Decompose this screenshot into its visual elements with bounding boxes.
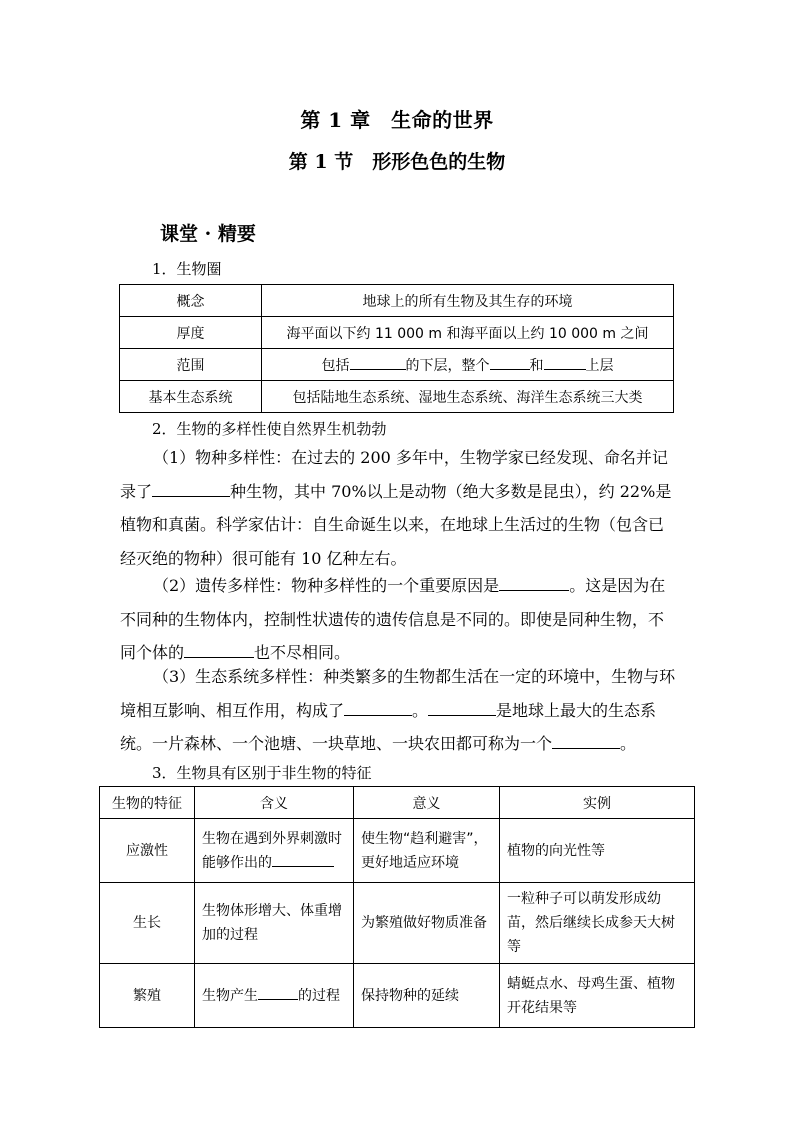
table-row bbox=[100, 819, 695, 883]
column-header: 实例 bbox=[500, 787, 695, 819]
feature-cell: 繁殖 bbox=[100, 964, 195, 1028]
item1-heading: 1．生物圈 bbox=[152, 260, 222, 278]
example-cell: 蜻蜓点水、母鸡生蛋、植物开花结果等 bbox=[500, 964, 695, 1028]
meaning-cell bbox=[195, 964, 354, 1028]
fill-blank[interactable] bbox=[344, 701, 412, 716]
text-part: 也不尽相同。 bbox=[254, 643, 351, 662]
paragraph-ecosystem-diversity bbox=[120, 660, 676, 761]
subsection-title: 课堂 · 精要 bbox=[160, 223, 256, 245]
text-part: 。这是因为在不同种的生物体内，控制性状遗传的遗传信息是不同的。即使是同种生物，不同个体的 bbox=[120, 576, 666, 662]
text-part: 的下层，整个 bbox=[405, 357, 490, 374]
fill-blank[interactable] bbox=[544, 355, 586, 370]
text-part: 的过程 bbox=[298, 987, 340, 1004]
meaning-cell: 生物体形增大、体重增加的过程 bbox=[195, 883, 354, 964]
row-content: 包括陆地生态系统、湿地生态系统、海洋生态系统三大类 bbox=[262, 381, 674, 413]
text-part: （1）物种多样性：在过去的 200 多年中，生物学家已经发现、命名并记录了 bbox=[120, 448, 668, 501]
biosphere-table bbox=[119, 284, 674, 413]
text-part: 包括 bbox=[321, 357, 350, 374]
example-cell: 一粒种子可以萌发形成幼苗，然后继续长成参天大树等 bbox=[500, 883, 695, 964]
feature-cell: 应激性 bbox=[100, 819, 195, 883]
fill-blank[interactable] bbox=[258, 985, 298, 1000]
text-part: 是地球上最大的生态系统。一片森林、一个池塘、一块草地、一块农田都可称为一个 bbox=[120, 700, 657, 753]
row-content: 地球上的所有生物及其生存的环境 bbox=[262, 285, 674, 317]
section-title: 第 1 节 形形色色的生物 bbox=[288, 151, 506, 173]
example-cell: 植物的向光性等 bbox=[500, 819, 695, 883]
significance-cell: 使生物“趋利避害”，更好地适应环境 bbox=[354, 819, 500, 883]
row-content bbox=[262, 349, 674, 381]
text-part: 上层 bbox=[585, 357, 614, 374]
text-part: 种生物，其中 70%以上是动物（绝大多数是昆虫），约 22%是植物和真菌。科学家估计：自生命诞生以来，在地球上生活过的生物（包含已经灭绝的物种）很可能有 10 亿种左右。 bbox=[120, 481, 672, 568]
table-row bbox=[100, 964, 695, 1028]
text-part: （2）遗传多样性：物种多样性的一个重要原因是 bbox=[153, 576, 500, 595]
row-label: 基本生态系统 bbox=[120, 381, 262, 413]
table-header-row bbox=[100, 787, 695, 819]
column-header: 生物的特征 bbox=[100, 787, 195, 819]
text-part: 和 bbox=[529, 357, 544, 374]
table-row bbox=[100, 883, 695, 964]
text-part: （3）生态系统多样性：种类繁多的生物都生活在一定的环境中，生物与环境相互影响、相互作用，构成了 bbox=[120, 667, 676, 720]
item2-heading: 2．生物的多样性使自然界生机勃勃 bbox=[152, 420, 387, 438]
table-row bbox=[120, 381, 674, 413]
significance-cell: 保持物种的延续 bbox=[354, 964, 500, 1028]
meaning-cell bbox=[195, 819, 354, 883]
text-part: 生物产生 bbox=[202, 987, 258, 1004]
fill-blank[interactable] bbox=[152, 482, 230, 497]
column-header: 意义 bbox=[354, 787, 500, 819]
column-header: 含义 bbox=[195, 787, 354, 819]
table-row bbox=[120, 349, 674, 381]
fill-blank[interactable] bbox=[350, 355, 406, 370]
fill-blank[interactable] bbox=[552, 734, 620, 749]
fill-blank[interactable] bbox=[499, 576, 569, 591]
fill-blank[interactable] bbox=[272, 852, 334, 867]
table-row bbox=[120, 317, 674, 349]
paragraph-species-diversity bbox=[120, 441, 676, 575]
characteristics-table bbox=[99, 786, 695, 1028]
fill-blank[interactable] bbox=[184, 643, 254, 658]
row-label: 范围 bbox=[120, 349, 262, 381]
text-part: 。 bbox=[620, 734, 637, 753]
text-part: 生物在遇到外界刺激时能够作出的 bbox=[202, 830, 342, 871]
table-row bbox=[120, 285, 674, 317]
item3-heading: 3．生物具有区别于非生物的特征 bbox=[152, 764, 372, 782]
paragraph-genetic-diversity bbox=[120, 569, 676, 670]
fill-blank[interactable] bbox=[428, 701, 496, 716]
row-label: 概念 bbox=[120, 285, 262, 317]
row-label: 厚度 bbox=[120, 317, 262, 349]
significance-cell: 为繁殖做好物质准备 bbox=[354, 883, 500, 964]
text-part: 。 bbox=[412, 700, 429, 720]
feature-cell: 生长 bbox=[100, 883, 195, 964]
fill-blank[interactable] bbox=[490, 355, 530, 370]
chapter-title: 第 1 章 生命的世界 bbox=[300, 108, 494, 132]
row-content: 海平面以下约 11 000 m 和海平面以上约 10 000 m 之间 bbox=[262, 317, 674, 349]
